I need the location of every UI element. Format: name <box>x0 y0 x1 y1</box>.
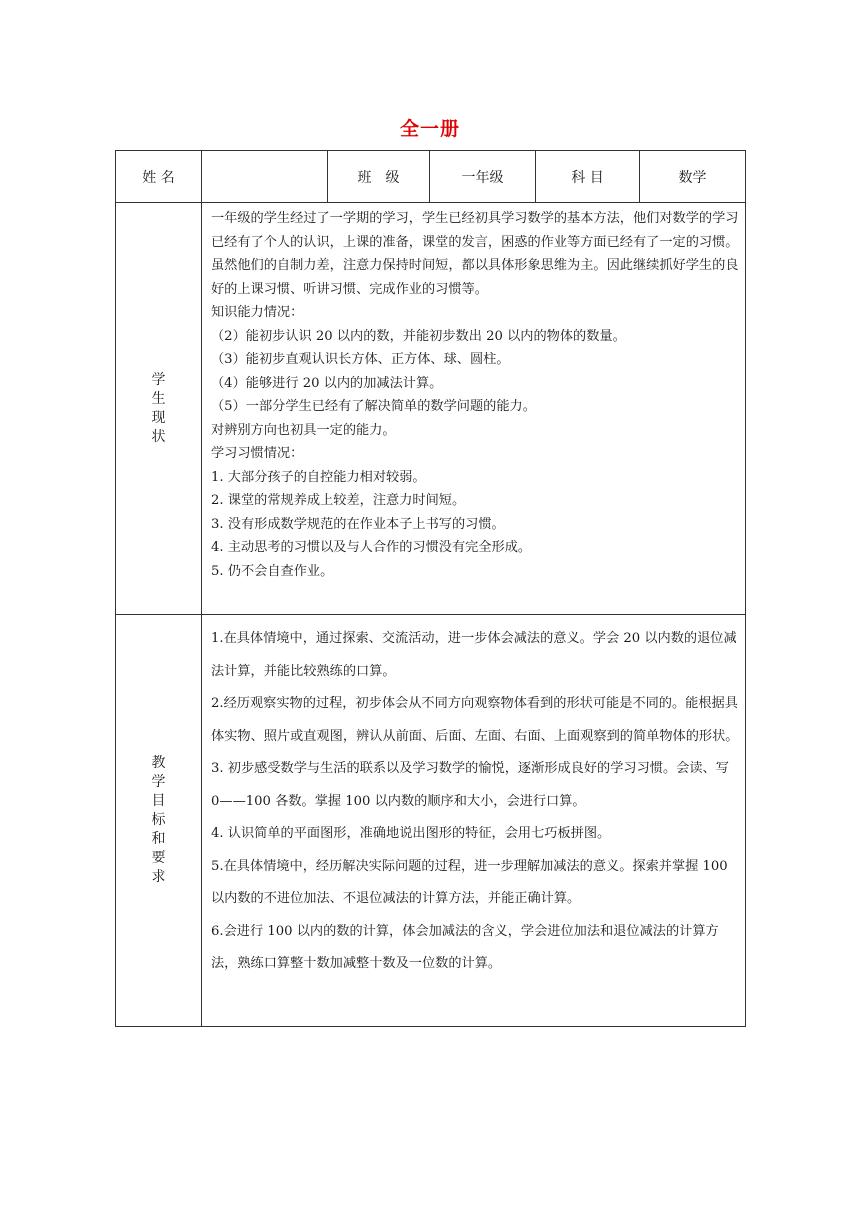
subject-value: 数学 <box>640 151 746 203</box>
goal-paragraph: 1.在具体情境中，通过探索、交流活动，进一步体会减法的意义。学会 20 以内数的退位减法计算，并能比较熟练的口算。 <box>211 631 737 679</box>
situation-paragraph: （4）能够进行 20 以内的加减法计算。 <box>211 375 443 391</box>
situation-paragraph: （2）能初步认识 20 以内的数，并能初步数出 20 以内的物体的数量。 <box>211 328 626 344</box>
situation-paragraph: 4. 主动思考的习惯以及与人合作的习惯没有完全形成。 <box>211 540 532 555</box>
document-title: 全一册 <box>399 118 460 140</box>
goal-paragraph: 6.会进行 100 以内的数的计算，体会加减法的含义，学会进位加法和退位减法的计算方法，熟练口算整十数加减整十数及一位数的计算。 <box>211 923 719 971</box>
class-label: 班 级 <box>328 151 430 203</box>
class-value: 一年级 <box>430 151 536 203</box>
situation-paragraph: 学习习惯情况： <box>211 446 304 461</box>
situation-paragraph: 5. 仍不会自查作业。 <box>211 563 334 579</box>
situation-row <box>116 203 746 615</box>
name-label: 姓 名 <box>116 151 202 203</box>
situation-paragraph: （3）能初步直观认识长方体、正方体、球、圆柱。 <box>211 352 510 367</box>
situation-label-cell <box>116 203 202 615</box>
teaching-plan-table <box>115 150 746 1027</box>
name-value <box>202 151 328 203</box>
situation-paragraph: 2. 课堂的常规养成上较差，注意力时间短。 <box>211 493 466 508</box>
situation-content <box>202 203 746 615</box>
situation-paragraph: （5）一部分学生已经有了解决简单的数学问题的能力。 <box>211 399 536 414</box>
situation-paragraph: 对辨别方向也初具一定的能力。 <box>211 422 396 438</box>
subject-label: 科 目 <box>536 151 640 203</box>
goal-paragraph: 4. 认识简单的平面图形，准确地说出图形的特征，会用七巧板拼图。 <box>211 826 611 841</box>
goals-label: 教学目标和要求 <box>151 755 166 885</box>
situation-label: 学生现状 <box>151 371 166 445</box>
situation-paragraph: 知识能力情况： <box>211 305 304 320</box>
goals-label-cell <box>116 615 202 1027</box>
situation-paragraph: 一年级的学生经过了一学期的学习，学生已经初具学习数学的基本方法，他们对数学的学习已经有了个人的认识，上课的准备，课堂的发言，困惑的作业等方面已经有了一定的习惯。 虽然他们的自制力差，注意力保持时间短，都以具体形象思维为主。因此继续抓好学生的良好的上课习惯、听讲习惯、完成作业的习惯等。 <box>211 211 739 297</box>
goal-paragraph: 2.经历观察实物的过程，初步体会从不同方向观察物体看到的形状可能是不同的。能根据具体实物、照片或直观图，辨认从前面、后面、左面、右面、上面观察到的简单物体的形状。 <box>211 696 739 744</box>
goals-content <box>202 615 746 1027</box>
situation-paragraph: 1. 大部分孩子的自控能力相对较弱。 <box>211 469 426 485</box>
goal-paragraph: 3. 初步感受数学与生活的联系以及学习数学的愉悦，逐渐形成良好的学习习惯。会读、写 0——100 各数。掌握 100 以内数的顺序和大小，会进行口算。 <box>211 761 729 809</box>
goals-row <box>116 615 746 1027</box>
goal-paragraph: 5.在具体情境中，经历解决实际问题的过程，进一步理解加减法的意义。探索并掌握 100 以内数的不进位加法、不退位减法的计算方法，并能正确计算。 <box>211 858 728 906</box>
header-row <box>116 151 746 203</box>
situation-paragraph: 3. 没有形成数学规范的在作业本子上书写的习惯。 <box>211 516 505 532</box>
